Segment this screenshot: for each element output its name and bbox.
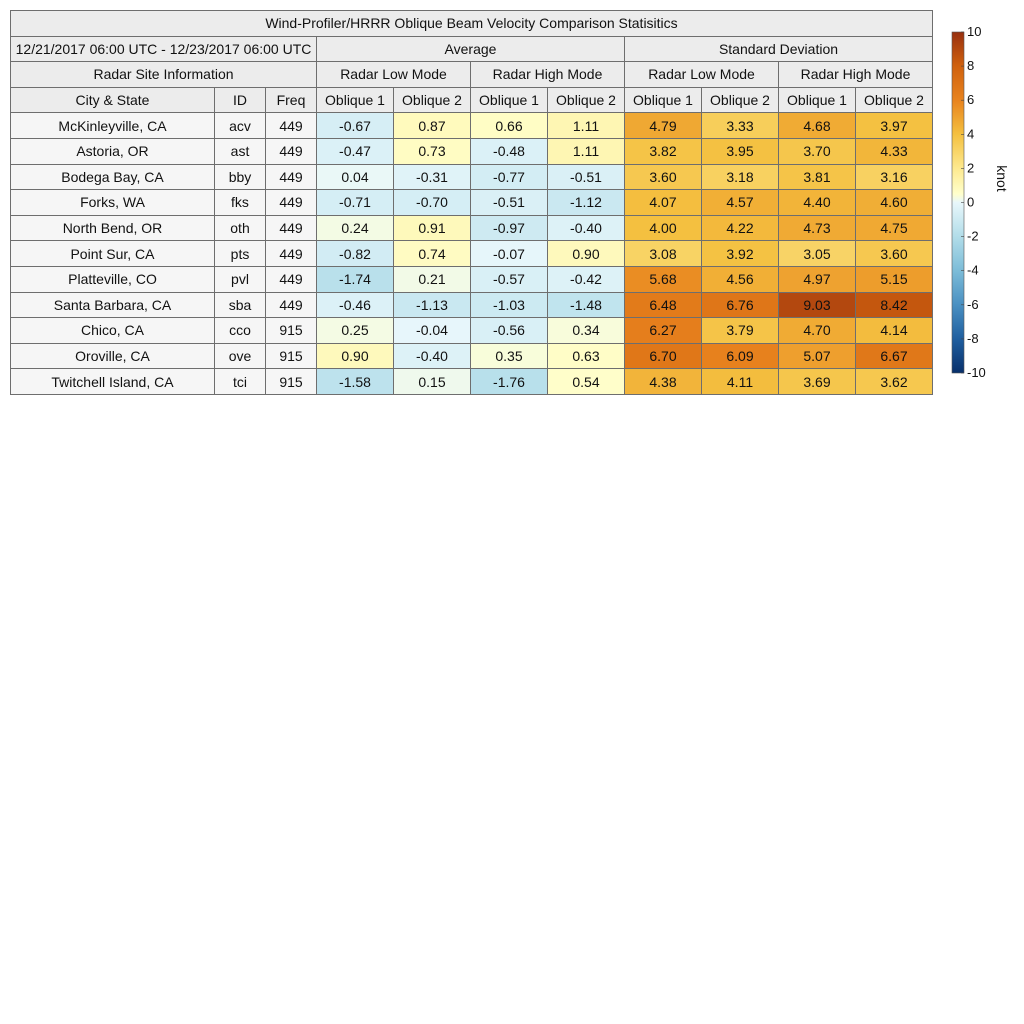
std-high-oblique1-value-cell: 3.05	[779, 241, 856, 267]
site-id-cell: acv	[215, 113, 266, 139]
table-row	[11, 241, 933, 267]
avg-low-oblique1-value-cell: -0.67	[317, 113, 394, 139]
std-high-oblique2-value-cell: 4.14	[856, 318, 933, 344]
avg-low-oblique2-value-cell: -0.70	[394, 190, 471, 216]
mode-row	[11, 62, 933, 88]
std-high-oblique2-value-cell: 6.67	[856, 343, 933, 369]
site-freq-cell: 449	[266, 266, 317, 292]
site-id-cell: ast	[215, 138, 266, 164]
avg-high-oblique2-value-cell: 0.90	[548, 241, 625, 267]
avg-high-oblique1-value-cell: -1.76	[471, 369, 548, 395]
colorbar-tick-label: -8	[967, 330, 979, 346]
site-freq-cell: 915	[266, 343, 317, 369]
std-high-oblique1-value-cell: 4.68	[779, 113, 856, 139]
colorbar-tick-label: 8	[967, 58, 975, 74]
avg-low-oblique2-value-cell: 0.73	[394, 138, 471, 164]
table-row	[11, 138, 933, 164]
std-high-oblique2-value-cell: 4.60	[856, 190, 933, 216]
std-high-oblique1-value-cell: 3.81	[779, 164, 856, 190]
std-low-oblique2-value-cell: 4.56	[702, 266, 779, 292]
avg-high-oblique1-value-cell: -0.48	[471, 138, 548, 164]
std-low-oblique1-value-cell: 3.60	[625, 164, 702, 190]
colorbar-label: knot	[994, 165, 1010, 192]
site-city-cell: Santa Barbara, CA	[11, 292, 215, 318]
std-high-oblique1-value-cell: 4.97	[779, 266, 856, 292]
avg-low-oblique1-value-cell: -0.82	[317, 241, 394, 267]
std-low-oblique2-header: Oblique 2	[702, 87, 779, 113]
avg-low-oblique1-value-cell: 0.25	[317, 318, 394, 344]
avg-low-oblique2-value-cell: -0.40	[394, 343, 471, 369]
avg-low-oblique2-value-cell: 0.74	[394, 241, 471, 267]
group-row	[11, 36, 933, 62]
std-low-oblique2-value-cell: 3.95	[702, 138, 779, 164]
colorbar-tick-label: -10	[967, 365, 986, 380]
site-id-cell: cco	[215, 318, 266, 344]
std-high-oblique1-value-cell: 5.07	[779, 343, 856, 369]
table-row	[11, 369, 933, 395]
site-city-cell: Twitchell Island, CA	[11, 369, 215, 395]
table-title: Wind-Profiler/HRRR Oblique Beam Velocity Comparison Statisitics	[11, 11, 933, 37]
column-header-row	[11, 87, 933, 113]
avg-high-oblique1-value-cell: -0.56	[471, 318, 548, 344]
avg-low-oblique2-value-cell: -0.31	[394, 164, 471, 190]
std-low-oblique1-value-cell: 3.82	[625, 138, 702, 164]
avg-high-oblique2-value-cell: -0.51	[548, 164, 625, 190]
std-low-oblique2-value-cell: 6.09	[702, 343, 779, 369]
site-freq-cell: 915	[266, 369, 317, 395]
table-row	[11, 343, 933, 369]
std-low-oblique2-value-cell: 4.57	[702, 190, 779, 216]
site-freq-cell: 449	[266, 138, 317, 164]
avg-high-oblique2-header: Oblique 2	[548, 87, 625, 113]
avg-low-oblique2-value-cell: 0.15	[394, 369, 471, 395]
avg-high-oblique1-value-cell: -0.07	[471, 241, 548, 267]
avg-high-oblique2-value-cell: 0.34	[548, 318, 625, 344]
site-city-cell: Platteville, CO	[11, 266, 215, 292]
avg-low-oblique1-value-cell: 0.90	[317, 343, 394, 369]
std-low-mode-header: Radar Low Mode	[625, 62, 779, 88]
avg-high-oblique1-value-cell: -0.97	[471, 215, 548, 241]
avg-high-oblique1-value-cell: -0.57	[471, 266, 548, 292]
period-label: 12/21/2017 06:00 UTC - 12/23/2017 06:00 UTC	[11, 36, 317, 62]
std-low-oblique2-value-cell: 4.11	[702, 369, 779, 395]
std-low-oblique1-value-cell: 4.07	[625, 190, 702, 216]
std-high-oblique2-value-cell: 4.75	[856, 215, 933, 241]
avg-high-oblique2-value-cell: 1.11	[548, 113, 625, 139]
avg-high-oblique2-value-cell: 0.54	[548, 369, 625, 395]
std-low-oblique1-value-cell: 4.79	[625, 113, 702, 139]
colorbar-tick-label: 4	[967, 126, 975, 142]
std-high-oblique1-value-cell: 4.40	[779, 190, 856, 216]
std-low-oblique1-value-cell: 6.48	[625, 292, 702, 318]
std-high-oblique2-value-cell: 4.33	[856, 138, 933, 164]
site-id-cell: fks	[215, 190, 266, 216]
avg-low-oblique1-value-cell: -0.71	[317, 190, 394, 216]
std-high-oblique2-value-cell: 8.42	[856, 292, 933, 318]
id-column-header: ID	[215, 87, 266, 113]
avg-low-oblique1-value-cell: -1.58	[317, 369, 394, 395]
avg-high-oblique1-value-cell: -0.77	[471, 164, 548, 190]
avg-high-mode-header: Radar High Mode	[471, 62, 625, 88]
std-low-oblique2-value-cell: 3.33	[702, 113, 779, 139]
site-city-cell: Point Sur, CA	[11, 241, 215, 267]
title-row	[11, 11, 933, 37]
std-high-oblique2-value-cell: 5.15	[856, 266, 933, 292]
site-freq-cell: 449	[266, 113, 317, 139]
std-low-oblique1-value-cell: 4.00	[625, 215, 702, 241]
site-info-header: Radar Site Information	[11, 62, 317, 88]
table-row	[11, 215, 933, 241]
colorbar-tick-label: 6	[967, 92, 975, 108]
avg-high-oblique2-value-cell: -0.42	[548, 266, 625, 292]
std-low-oblique2-value-cell: 3.92	[702, 241, 779, 267]
std-low-oblique1-value-cell: 6.27	[625, 318, 702, 344]
std-high-mode-header: Radar High Mode	[779, 62, 933, 88]
freq-column-header: Freq	[266, 87, 317, 113]
avg-high-oblique1-header: Oblique 1	[471, 87, 548, 113]
avg-low-oblique1-value-cell: -0.46	[317, 292, 394, 318]
site-city-cell: Chico, CA	[11, 318, 215, 344]
site-freq-cell: 449	[266, 190, 317, 216]
std-header: Standard Deviation	[625, 36, 933, 62]
site-id-cell: sba	[215, 292, 266, 318]
avg-low-oblique2-header: Oblique 2	[394, 87, 471, 113]
std-high-oblique1-value-cell: 4.73	[779, 215, 856, 241]
table-row	[11, 164, 933, 190]
avg-low-oblique2-value-cell: 0.91	[394, 215, 471, 241]
site-id-cell: oth	[215, 215, 266, 241]
avg-high-oblique1-value-cell: -0.51	[471, 190, 548, 216]
std-high-oblique2-header: Oblique 2	[856, 87, 933, 113]
site-freq-cell: 449	[266, 164, 317, 190]
std-high-oblique2-value-cell: 3.16	[856, 164, 933, 190]
table-row	[11, 318, 933, 344]
std-high-oblique2-value-cell: 3.97	[856, 113, 933, 139]
std-high-oblique1-value-cell: 9.03	[779, 292, 856, 318]
avg-high-oblique2-value-cell: 0.63	[548, 343, 625, 369]
average-header: Average	[317, 36, 625, 62]
table-row	[11, 113, 933, 139]
avg-high-oblique2-value-cell: -1.12	[548, 190, 625, 216]
avg-low-oblique1-value-cell: 0.04	[317, 164, 394, 190]
site-freq-cell: 449	[266, 215, 317, 241]
std-low-oblique1-value-cell: 4.38	[625, 369, 702, 395]
avg-high-oblique2-value-cell: 1.11	[548, 138, 625, 164]
avg-low-oblique2-value-cell: -1.13	[394, 292, 471, 318]
site-city-cell: McKinleyville, CA	[11, 113, 215, 139]
colorbar-tick-label: -4	[967, 262, 979, 278]
std-low-oblique1-value-cell: 3.08	[625, 241, 702, 267]
site-id-cell: ove	[215, 343, 266, 369]
site-freq-cell: 915	[266, 318, 317, 344]
avg-low-oblique2-value-cell: -0.04	[394, 318, 471, 344]
std-high-oblique2-value-cell: 3.60	[856, 241, 933, 267]
std-high-oblique1-value-cell: 4.70	[779, 318, 856, 344]
site-id-cell: bby	[215, 164, 266, 190]
avg-high-oblique1-value-cell: 0.66	[471, 113, 548, 139]
std-high-oblique1-value-cell: 3.70	[779, 138, 856, 164]
site-city-cell: Bodega Bay, CA	[11, 164, 215, 190]
site-id-cell: pts	[215, 241, 266, 267]
table-row	[11, 292, 933, 318]
avg-low-oblique1-header: Oblique 1	[317, 87, 394, 113]
site-city-cell: North Bend, OR	[11, 215, 215, 241]
avg-high-oblique2-value-cell: -1.48	[548, 292, 625, 318]
colorbar-tick-label: 2	[967, 160, 975, 176]
colorbar-tick-label: 0	[967, 194, 975, 210]
colorbar-tick-label: -2	[967, 228, 979, 244]
colorbar	[945, 25, 1024, 385]
site-id-cell: pvl	[215, 266, 266, 292]
std-high-oblique1-header: Oblique 1	[779, 87, 856, 113]
std-low-oblique1-value-cell: 6.70	[625, 343, 702, 369]
colorbar-tick-label: 10	[967, 25, 982, 39]
table-row	[11, 190, 933, 216]
avg-low-oblique1-value-cell: -1.74	[317, 266, 394, 292]
site-city-cell: Forks, WA	[11, 190, 215, 216]
site-city-cell: Astoria, OR	[11, 138, 215, 164]
colorbar-tick-label: -6	[967, 296, 979, 312]
site-freq-cell: 449	[266, 241, 317, 267]
std-low-oblique1-value-cell: 5.68	[625, 266, 702, 292]
std-low-oblique2-value-cell: 6.76	[702, 292, 779, 318]
avg-low-oblique2-value-cell: 0.21	[394, 266, 471, 292]
std-low-oblique2-value-cell: 3.79	[702, 318, 779, 344]
table-row	[11, 266, 933, 292]
avg-high-oblique1-value-cell: 0.35	[471, 343, 548, 369]
std-low-oblique1-header: Oblique 1	[625, 87, 702, 113]
site-freq-cell: 449	[266, 292, 317, 318]
avg-low-oblique1-value-cell: 0.24	[317, 215, 394, 241]
avg-high-oblique2-value-cell: -0.40	[548, 215, 625, 241]
std-low-oblique2-value-cell: 4.22	[702, 215, 779, 241]
std-high-oblique2-value-cell: 3.62	[856, 369, 933, 395]
std-high-oblique1-value-cell: 3.69	[779, 369, 856, 395]
std-low-oblique2-value-cell: 3.18	[702, 164, 779, 190]
avg-low-oblique1-value-cell: -0.47	[317, 138, 394, 164]
city-column-header: City & State	[11, 87, 215, 113]
avg-low-mode-header: Radar Low Mode	[317, 62, 471, 88]
site-city-cell: Oroville, CA	[11, 343, 215, 369]
avg-high-oblique1-value-cell: -1.03	[471, 292, 548, 318]
site-id-cell: tci	[215, 369, 266, 395]
avg-low-oblique2-value-cell: 0.87	[394, 113, 471, 139]
statistics-table	[10, 10, 933, 395]
